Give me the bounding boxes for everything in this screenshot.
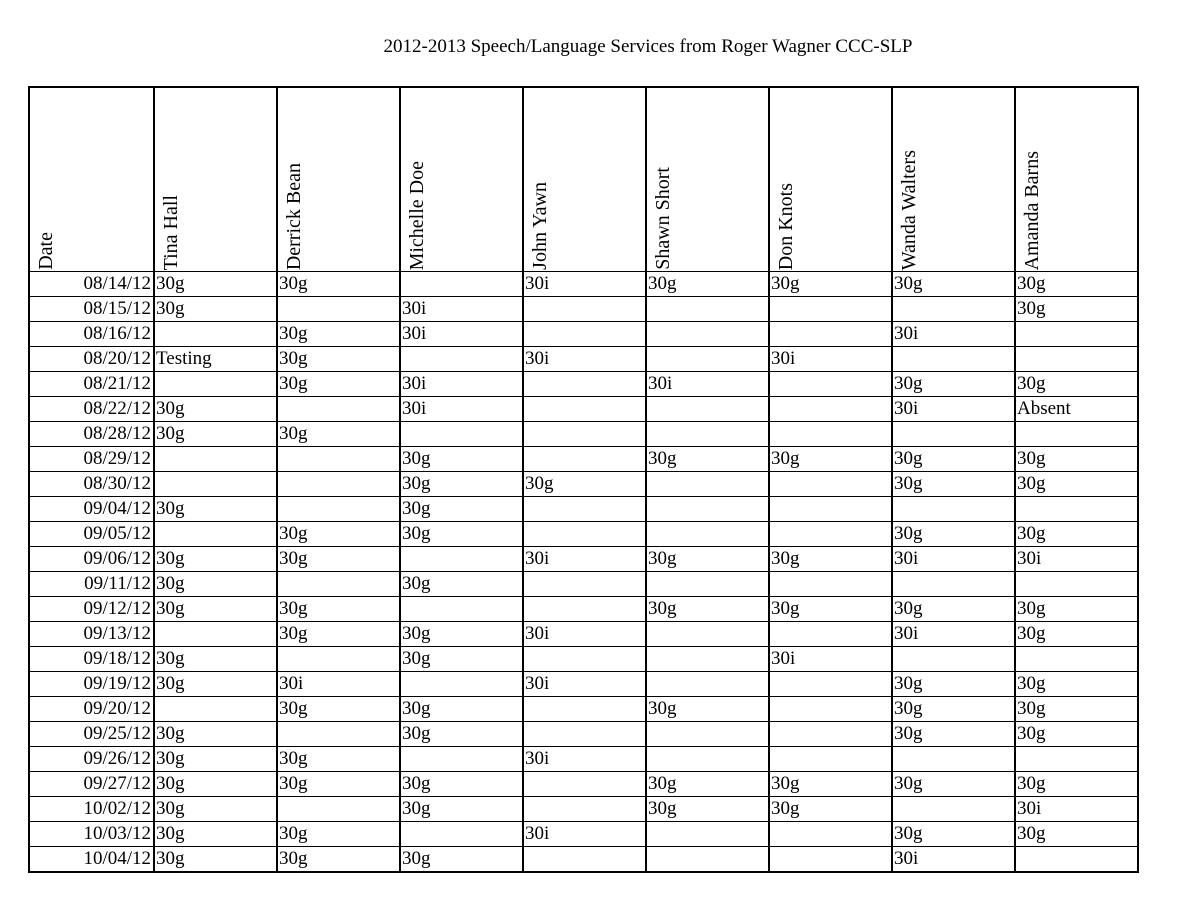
- services-table: [28, 86, 1139, 873]
- session-cell: [646, 422, 769, 447]
- date-cell: 08/15/12: [29, 297, 154, 322]
- session-cell: 30i: [400, 297, 523, 322]
- session-cell: 30g: [892, 447, 1015, 472]
- session-cell: [523, 422, 646, 447]
- session-cell: [769, 297, 892, 322]
- session-cell: [646, 347, 769, 372]
- column-header-label: Derrick Bean: [283, 162, 305, 270]
- session-cell: 30g: [154, 572, 277, 597]
- session-cell: 30g: [769, 447, 892, 472]
- date-cell: 10/03/12: [29, 822, 154, 847]
- session-cell: 30i: [769, 647, 892, 672]
- session-cell: 30g: [1015, 672, 1138, 697]
- session-cell: [277, 397, 400, 422]
- session-cell: [400, 822, 523, 847]
- column-header-student: [154, 87, 277, 272]
- session-cell: [154, 372, 277, 397]
- session-cell: [277, 572, 400, 597]
- column-header-label: Amanda Barns: [1021, 150, 1043, 270]
- table-row: [29, 797, 1138, 822]
- table-row: [29, 822, 1138, 847]
- column-header-label: Wanda Walters: [898, 149, 920, 270]
- session-cell: [1015, 422, 1138, 447]
- session-cell: [892, 297, 1015, 322]
- session-cell: 30g: [646, 272, 769, 297]
- session-cell: 30g: [154, 747, 277, 772]
- table-row: [29, 647, 1138, 672]
- session-cell: [769, 472, 892, 497]
- date-cell: 09/05/12: [29, 522, 154, 547]
- session-cell: [523, 797, 646, 822]
- session-cell: [769, 497, 892, 522]
- session-cell: 30g: [277, 822, 400, 847]
- date-cell: 09/06/12: [29, 547, 154, 572]
- session-cell: 30g: [400, 522, 523, 547]
- session-cell: 30g: [277, 847, 400, 873]
- session-cell: [523, 322, 646, 347]
- session-cell: 30i: [523, 822, 646, 847]
- session-cell: 30i: [523, 672, 646, 697]
- session-cell: [769, 672, 892, 697]
- session-cell: [769, 397, 892, 422]
- column-header-student: [523, 87, 646, 272]
- table-row: [29, 497, 1138, 522]
- table-row: [29, 447, 1138, 472]
- session-cell: [646, 647, 769, 672]
- column-header-student: [892, 87, 1015, 272]
- session-cell: [1015, 847, 1138, 873]
- session-cell: [769, 322, 892, 347]
- session-cell: [769, 747, 892, 772]
- session-cell: [1015, 647, 1138, 672]
- session-cell: [154, 322, 277, 347]
- session-cell: 30g: [277, 547, 400, 572]
- table-row: [29, 772, 1138, 797]
- session-cell: [892, 797, 1015, 822]
- table-row: [29, 522, 1138, 547]
- session-cell: [523, 772, 646, 797]
- session-cell: [892, 647, 1015, 672]
- session-cell: 30g: [769, 797, 892, 822]
- session-cell: 30g: [646, 797, 769, 822]
- date-cell: 08/28/12: [29, 422, 154, 447]
- table-row: [29, 322, 1138, 347]
- session-cell: 30g: [1015, 697, 1138, 722]
- table-row: [29, 472, 1138, 497]
- table-row: [29, 572, 1138, 597]
- session-cell: [646, 472, 769, 497]
- session-cell: 30g: [277, 697, 400, 722]
- session-cell: [523, 697, 646, 722]
- session-cell: 30g: [646, 447, 769, 472]
- session-cell: [400, 547, 523, 572]
- session-cell: 30g: [1015, 522, 1138, 547]
- session-cell: 30g: [400, 472, 523, 497]
- header-row: [29, 87, 1138, 272]
- session-cell: 30i: [523, 347, 646, 372]
- session-cell: [523, 497, 646, 522]
- session-cell: 30g: [154, 597, 277, 622]
- column-header-label: Don Knots: [775, 182, 797, 270]
- date-cell: 08/21/12: [29, 372, 154, 397]
- session-cell: 30g: [277, 772, 400, 797]
- session-cell: 30g: [1015, 297, 1138, 322]
- session-cell: [769, 422, 892, 447]
- session-cell: [646, 397, 769, 422]
- session-cell: 30g: [400, 772, 523, 797]
- date-cell: 08/29/12: [29, 447, 154, 472]
- session-cell: 30g: [154, 422, 277, 447]
- session-cell: [154, 447, 277, 472]
- session-cell: 30g: [769, 597, 892, 622]
- date-cell: 08/30/12: [29, 472, 154, 497]
- session-cell: 30g: [1015, 447, 1138, 472]
- session-cell: 30i: [277, 672, 400, 697]
- session-cell: 30i: [1015, 797, 1138, 822]
- session-cell: 30i: [769, 347, 892, 372]
- session-cell: 30g: [400, 447, 523, 472]
- session-cell: [892, 747, 1015, 772]
- session-cell: [769, 572, 892, 597]
- session-cell: [892, 347, 1015, 372]
- session-cell: 30g: [154, 497, 277, 522]
- date-cell: 09/20/12: [29, 697, 154, 722]
- session-cell: [646, 622, 769, 647]
- session-cell: [400, 672, 523, 697]
- session-cell: 30g: [400, 722, 523, 747]
- session-cell: 30i: [892, 397, 1015, 422]
- table-row: [29, 847, 1138, 873]
- session-cell: [277, 497, 400, 522]
- session-cell: 30g: [892, 522, 1015, 547]
- session-cell: 30i: [400, 397, 523, 422]
- session-cell: [769, 847, 892, 873]
- session-cell: 30g: [154, 397, 277, 422]
- session-cell: [646, 722, 769, 747]
- session-cell: 30g: [646, 772, 769, 797]
- session-cell: [769, 372, 892, 397]
- session-cell: 30g: [154, 272, 277, 297]
- session-cell: 30g: [892, 372, 1015, 397]
- table-row: [29, 697, 1138, 722]
- session-cell: 30g: [646, 547, 769, 572]
- date-cell: 09/13/12: [29, 622, 154, 647]
- session-cell: 30g: [277, 372, 400, 397]
- session-cell: [523, 522, 646, 547]
- session-cell: [646, 822, 769, 847]
- session-cell: 30g: [154, 672, 277, 697]
- column-header-label: Tina Hall: [160, 194, 182, 270]
- table-row: [29, 297, 1138, 322]
- session-cell: [892, 572, 1015, 597]
- session-cell: [646, 672, 769, 697]
- session-cell: 30g: [769, 272, 892, 297]
- session-cell: 30i: [523, 547, 646, 572]
- session-cell: Absent: [1015, 397, 1138, 422]
- session-cell: [769, 697, 892, 722]
- session-cell: 30g: [277, 422, 400, 447]
- column-header-date: [29, 87, 154, 272]
- table-row: [29, 722, 1138, 747]
- session-cell: [769, 522, 892, 547]
- date-cell: 08/22/12: [29, 397, 154, 422]
- session-cell: [523, 297, 646, 322]
- session-cell: 30g: [1015, 472, 1138, 497]
- session-cell: 30i: [523, 622, 646, 647]
- session-cell: [277, 472, 400, 497]
- session-cell: 30g: [646, 597, 769, 622]
- table-row: [29, 347, 1138, 372]
- session-cell: 30g: [400, 847, 523, 873]
- session-cell: 30g: [277, 522, 400, 547]
- session-cell: [523, 597, 646, 622]
- session-cell: [646, 572, 769, 597]
- session-cell: 30g: [154, 772, 277, 797]
- session-cell: 30i: [892, 847, 1015, 873]
- session-cell: 30g: [277, 272, 400, 297]
- session-cell: [769, 722, 892, 747]
- table-row: [29, 372, 1138, 397]
- session-cell: [523, 447, 646, 472]
- session-cell: 30g: [277, 347, 400, 372]
- session-cell: [1015, 497, 1138, 522]
- session-cell: [277, 797, 400, 822]
- session-cell: [769, 622, 892, 647]
- column-header-label: Date: [35, 232, 57, 270]
- session-cell: 30i: [523, 272, 646, 297]
- table-row: [29, 422, 1138, 447]
- column-header-label: Michelle Doe: [406, 160, 428, 270]
- table-row: [29, 747, 1138, 772]
- session-cell: [646, 297, 769, 322]
- session-cell: 30g: [892, 597, 1015, 622]
- session-cell: 30g: [1015, 722, 1138, 747]
- session-cell: Testing: [154, 347, 277, 372]
- session-cell: [646, 497, 769, 522]
- session-cell: 30g: [400, 622, 523, 647]
- session-cell: 30i: [523, 747, 646, 772]
- session-cell: 30g: [154, 647, 277, 672]
- session-cell: [400, 422, 523, 447]
- date-cell: 10/04/12: [29, 847, 154, 873]
- table-body: [29, 272, 1138, 873]
- session-cell: [523, 647, 646, 672]
- session-cell: [277, 647, 400, 672]
- table-row: [29, 597, 1138, 622]
- session-cell: [400, 272, 523, 297]
- session-cell: [523, 722, 646, 747]
- session-cell: 30g: [400, 697, 523, 722]
- session-cell: 30i: [646, 372, 769, 397]
- session-cell: 30g: [1015, 272, 1138, 297]
- date-cell: 09/19/12: [29, 672, 154, 697]
- session-cell: 30g: [1015, 622, 1138, 647]
- session-cell: [1015, 347, 1138, 372]
- session-cell: [769, 822, 892, 847]
- session-cell: [892, 497, 1015, 522]
- date-cell: 09/18/12: [29, 647, 154, 672]
- session-cell: 30g: [154, 847, 277, 873]
- column-header-student: [646, 87, 769, 272]
- column-header-label: John Yawn: [529, 182, 551, 270]
- session-cell: [646, 847, 769, 873]
- session-cell: 30g: [523, 472, 646, 497]
- date-cell: 09/04/12: [29, 497, 154, 522]
- date-cell: 09/12/12: [29, 597, 154, 622]
- table-row: [29, 547, 1138, 572]
- column-header-student: [769, 87, 892, 272]
- session-cell: 30g: [646, 697, 769, 722]
- session-cell: 30g: [277, 747, 400, 772]
- session-cell: [400, 747, 523, 772]
- session-cell: [154, 622, 277, 647]
- session-cell: 30g: [154, 297, 277, 322]
- session-cell: 30i: [400, 322, 523, 347]
- table-row: [29, 672, 1138, 697]
- session-cell: [277, 447, 400, 472]
- session-cell: [277, 722, 400, 747]
- session-cell: [523, 372, 646, 397]
- session-cell: 30g: [277, 322, 400, 347]
- session-cell: [646, 522, 769, 547]
- session-cell: [646, 747, 769, 772]
- session-cell: 30g: [277, 597, 400, 622]
- session-cell: [892, 422, 1015, 447]
- session-cell: 30g: [400, 497, 523, 522]
- date-cell: 08/20/12: [29, 347, 154, 372]
- session-cell: [1015, 747, 1138, 772]
- session-cell: 30g: [1015, 772, 1138, 797]
- session-cell: 30g: [892, 472, 1015, 497]
- session-cell: 30g: [892, 722, 1015, 747]
- session-cell: [400, 597, 523, 622]
- session-cell: [277, 297, 400, 322]
- session-cell: [400, 347, 523, 372]
- date-cell: 09/11/12: [29, 572, 154, 597]
- session-cell: 30g: [400, 572, 523, 597]
- column-header-label: Shawn Short: [652, 167, 674, 270]
- session-cell: [154, 522, 277, 547]
- session-cell: 30g: [1015, 372, 1138, 397]
- session-cell: 30g: [892, 822, 1015, 847]
- session-cell: 30i: [892, 322, 1015, 347]
- session-cell: [1015, 572, 1138, 597]
- session-cell: 30i: [400, 372, 523, 397]
- session-cell: 30g: [892, 672, 1015, 697]
- session-cell: [523, 847, 646, 873]
- session-cell: 30g: [154, 722, 277, 747]
- session-cell: 30i: [892, 547, 1015, 572]
- session-cell: 30g: [892, 272, 1015, 297]
- session-cell: [523, 572, 646, 597]
- session-cell: 30g: [277, 622, 400, 647]
- document-title: 2012-2013 Speech/Language Services from Roger Wagner CCC-SLP: [383, 36, 913, 57]
- session-cell: 30g: [892, 772, 1015, 797]
- date-cell: 09/26/12: [29, 747, 154, 772]
- session-cell: 30g: [400, 797, 523, 822]
- session-cell: 30g: [154, 797, 277, 822]
- session-cell: 30g: [154, 547, 277, 572]
- session-cell: 30g: [154, 822, 277, 847]
- session-cell: [646, 322, 769, 347]
- column-header-student: [400, 87, 523, 272]
- session-cell: 30g: [1015, 597, 1138, 622]
- date-cell: 09/27/12: [29, 772, 154, 797]
- column-header-student: [1015, 87, 1138, 272]
- session-cell: [523, 397, 646, 422]
- session-cell: 30g: [769, 547, 892, 572]
- column-header-student: [277, 87, 400, 272]
- session-cell: 30i: [892, 622, 1015, 647]
- table-row: [29, 622, 1138, 647]
- session-cell: 30i: [1015, 547, 1138, 572]
- date-cell: 08/14/12: [29, 272, 154, 297]
- session-cell: [154, 472, 277, 497]
- date-cell: 08/16/12: [29, 322, 154, 347]
- date-cell: 09/25/12: [29, 722, 154, 747]
- session-cell: 30g: [400, 647, 523, 672]
- session-cell: [1015, 322, 1138, 347]
- session-cell: 30g: [1015, 822, 1138, 847]
- session-cell: 30g: [892, 697, 1015, 722]
- session-cell: 30g: [769, 772, 892, 797]
- session-cell: [154, 697, 277, 722]
- table-row: [29, 272, 1138, 297]
- table-row: [29, 397, 1138, 422]
- date-cell: 10/02/12: [29, 797, 154, 822]
